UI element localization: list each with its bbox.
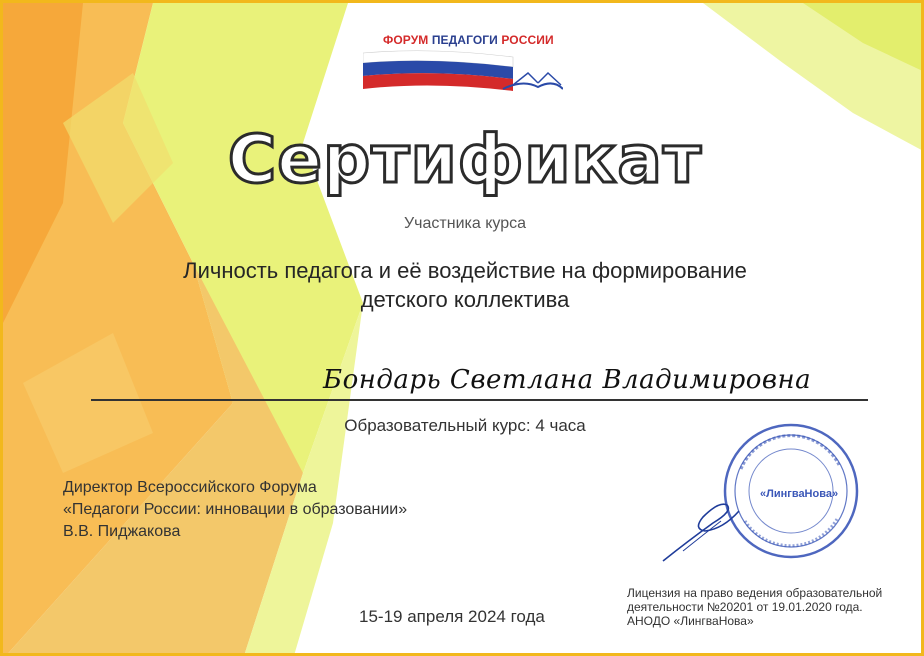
certificate-subtitle: Участника курса xyxy=(404,215,526,232)
logo-text: ФОРУМ ПЕДАГОГИ РОССИИ xyxy=(383,33,554,47)
course-title-line-1: Личность педагога и её воздействие на формирование xyxy=(183,258,747,283)
course-title xyxy=(103,256,827,314)
license-line-1: Лицензия на право ведения образовательной xyxy=(627,586,883,600)
course-date: 15-19 апреля 2024 года xyxy=(359,607,545,626)
russian-flag-book-icon xyxy=(363,49,563,95)
director-block xyxy=(63,477,407,543)
certificate-title: Сертификат xyxy=(227,121,703,198)
license-line-3: АНОДО «ЛингваНова» xyxy=(627,614,754,628)
license-block xyxy=(627,586,882,628)
stamp-center-text: «ЛингваНова» xyxy=(760,488,839,500)
course-title-line-2: детского коллектива xyxy=(360,287,570,312)
forum-logo xyxy=(363,29,573,99)
license-line-2: деятельности №20201 от 19.01.2020 года. xyxy=(627,600,863,614)
recipient-name: Бондарь Светлана Владимировна xyxy=(323,365,812,395)
director-line-3: В.В. Пиджакова xyxy=(63,523,181,540)
name-underline xyxy=(91,399,868,401)
course-hours: Образовательный курс: 4 часа xyxy=(344,416,586,435)
director-line-1: Директор Всероссийского Форума xyxy=(63,479,317,496)
director-line-2: «Педагоги России: инновации в образовании» xyxy=(63,501,408,518)
